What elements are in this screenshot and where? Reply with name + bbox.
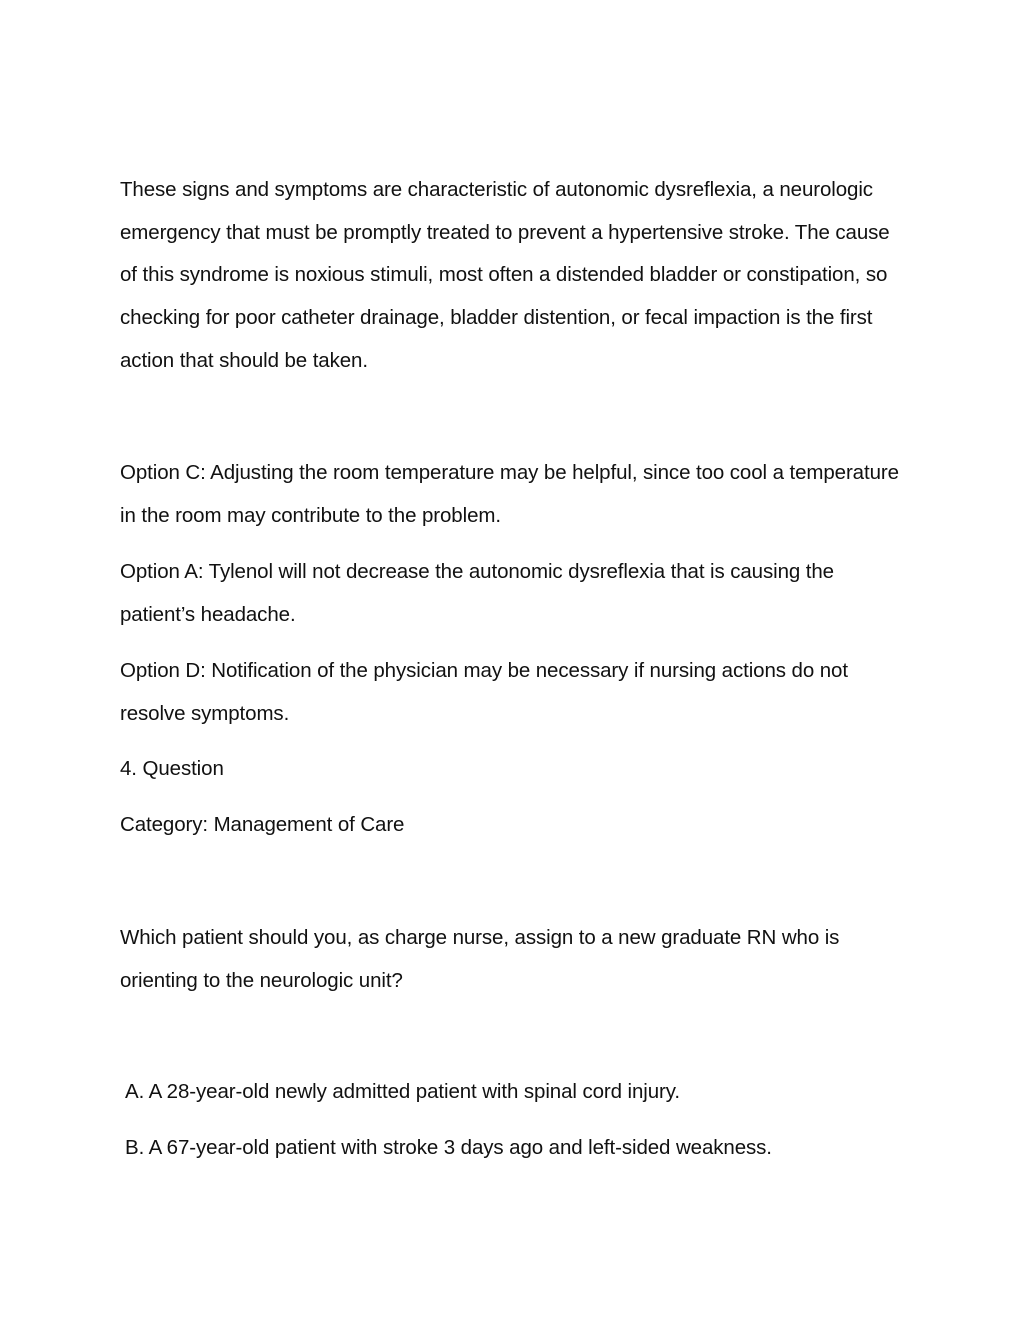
answer-option-b: B. A 67-year-old patient with stroke 3 days ago and left-sided weakness. [125, 1136, 772, 1159]
question-number: 4. Question [120, 757, 224, 780]
explanation-paragraph: These signs and symptoms are characteristic of autonomic dysreflexia, a neurologic emergency that must be promptly treated to prevent a hypertensive stroke. The cause of this syndrome is noxious stimuli, most often a distended bladder or constipation, so checking for poor catheter drainage, bladder distention, or fecal impaction is the first action that should be taken. [120, 178, 890, 372]
answer-option-a: A. A 28-year-old newly admitted patient with spinal cord injury. [125, 1080, 680, 1103]
question-prompt: Which patient should you, as charge nurse, assign to a new graduate RN who is orienting to the neurologic unit? [120, 926, 840, 992]
question-category: Category: Management of Care [120, 813, 405, 836]
rationale-option-a: Option A: Tylenol will not decrease the autonomic dysreflexia that is causing the patient’s headache. [120, 560, 834, 626]
rationale-option-c: Option C: Adjusting the room temperature may be helpful, since too cool a temperature in the room may contribute to the problem. [120, 461, 899, 527]
rationale-option-d: Option D: Notification of the physician may be necessary if nursing actions do not resolve symptoms. [120, 659, 848, 725]
